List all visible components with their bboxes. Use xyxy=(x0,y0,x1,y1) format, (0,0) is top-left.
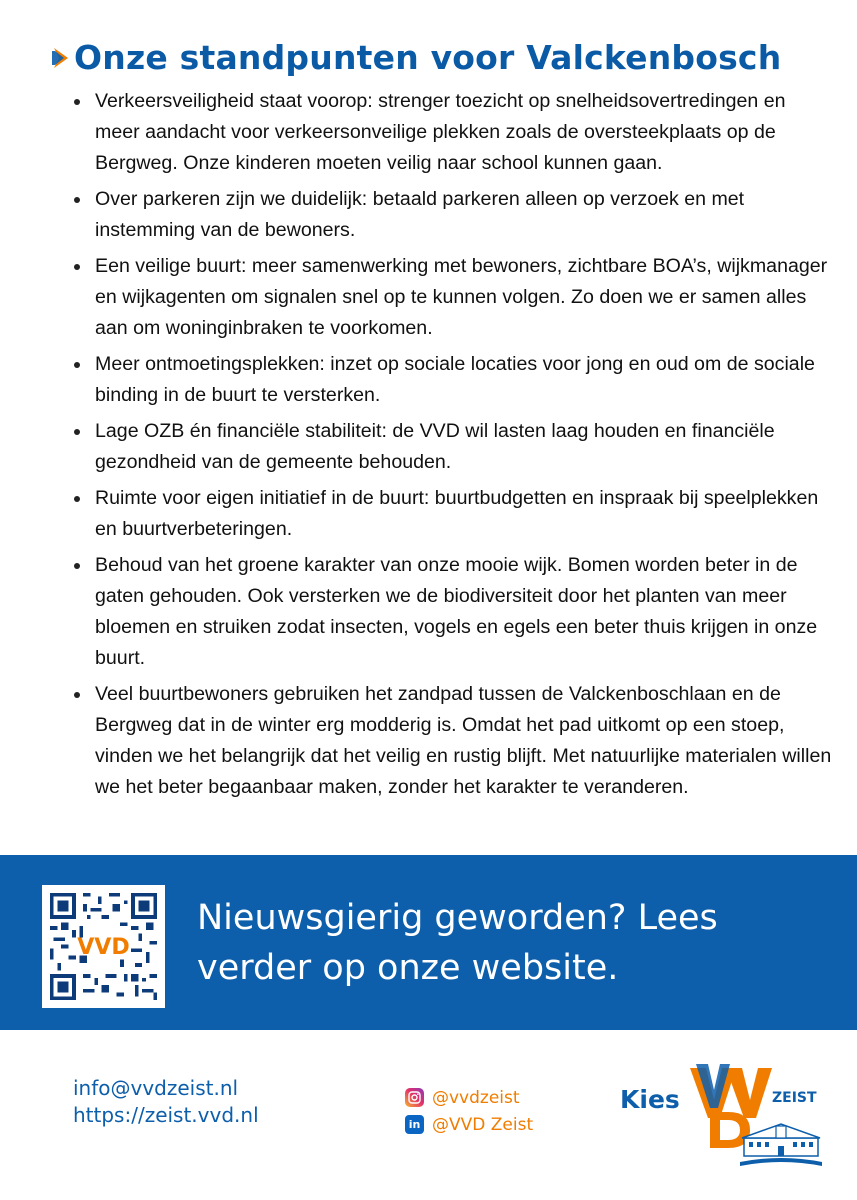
social-linkedin[interactable] xyxy=(405,1111,533,1138)
list-item: Over parkeren zijn we duidelijk: betaald parkeren alleen op verzoek en met instemming van de bewoners. xyxy=(72,184,832,246)
list-item: Een veilige buurt: meer samenwerking met bewoners, zichtbare BOA’s, wijkmanager en wijkagenten om signalen snel op te kunnen volgen. Zo doen we er samen alles aan om woninginbraken te voorkomen. xyxy=(72,251,832,344)
list-item: Verkeersveiligheid staat voorop: strenger toezicht op snelheidsovertredingen en meer aandacht voor verkeersonveilige plekken zoals de oversteekplaats op de Bergweg. Onze kinderen moeten veilig naar school kunnen gaan. xyxy=(72,86,832,179)
kies-vvd-zeist-logo xyxy=(620,1060,825,1175)
list-item: Lage OZB én financiële stabiliteit: de VVD wil lasten laag houden en financiële gezondheid van de gemeente behouden. xyxy=(72,416,832,478)
list-item: Meer ontmoetingsplekken: inzet op sociale locaties voor jong en oud om de sociale binding in de buurt te versterken. xyxy=(72,349,832,411)
banner-line-2: verder op onze website. xyxy=(197,948,619,988)
email-link[interactable]: info@vvdzeist.nl xyxy=(73,1076,239,1100)
social-instagram[interactable] xyxy=(405,1084,533,1111)
svg-text:VVD: VVD xyxy=(77,934,130,961)
website-banner xyxy=(0,855,857,1030)
instagram-icon xyxy=(405,1088,424,1107)
contact-info xyxy=(73,1075,259,1129)
logo-zeist-text: ZEIST xyxy=(772,1090,817,1106)
website-link[interactable]: https://zeist.vvd.nl xyxy=(73,1103,259,1127)
instagram-handle: @vvdzeist xyxy=(432,1087,520,1108)
list-item: Behoud van het groene karakter van onze mooie wijk. Bomen worden beter in de gaten gehouden. Ook versterken we de biodiversiteit door het planten van meer bloemen en struiken zodat insecten, vogels en egels een beter thuis krijgen in onze buurt. xyxy=(72,550,832,674)
list-item: Veel buurtbewoners gebruiken het zandpad tussen de Valckenboschlaan en de Bergweg dat in de winter erg modderig is. Omdat het pad uitkomt op een stoep, vinden we het belangrijk dat het veilig en rustig blijft. Met natuurlijke materialen willen we het beter begaanbaar maken, zonder het karakter te veranderen. xyxy=(72,679,832,803)
social-links xyxy=(405,1084,533,1138)
slot-zeist-illustration-icon xyxy=(738,1118,824,1170)
list-item: Ruimte voor eigen initiatief in de buurt: buurtbudgetten en inspraak bij speelplekken en buurtverbeteringen. xyxy=(72,483,832,545)
linkedin-icon: in xyxy=(405,1115,424,1134)
page-heading xyxy=(52,38,781,77)
qr-code[interactable] xyxy=(42,885,165,1008)
banner-text xyxy=(197,893,817,993)
vvd-chevron-icon xyxy=(52,46,72,70)
qr-code-icon xyxy=(50,893,157,1000)
page-title: Onze standpunten voor Valckenbosch xyxy=(74,38,782,77)
standpunten-list xyxy=(72,86,832,808)
banner-line-1: Nieuwsgierig geworden? Lees xyxy=(197,898,718,938)
linkedin-handle: @VVD Zeist xyxy=(432,1114,534,1135)
logo-kies-text: Kies xyxy=(620,1085,680,1114)
